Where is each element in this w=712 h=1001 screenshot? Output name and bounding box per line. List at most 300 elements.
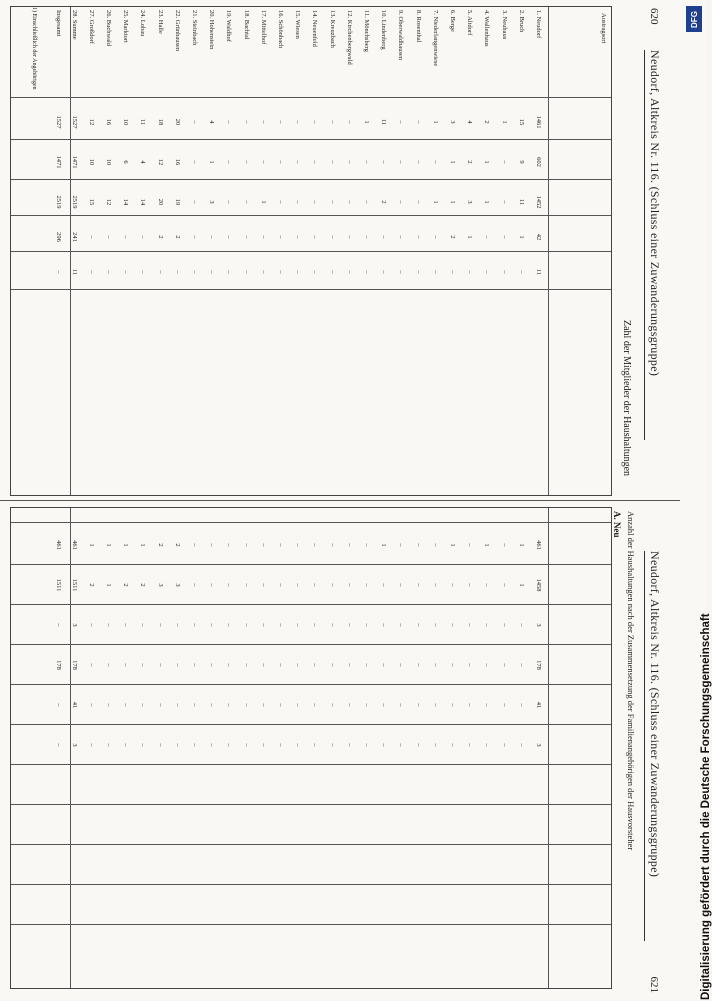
table-cell: – [277,160,284,164]
table-cell: 1 [363,120,370,124]
table-cell: – [208,543,216,547]
right-totals-rule [70,508,71,988]
table-cell: – [363,270,370,274]
table-cell: – [414,200,422,204]
table-cell: – [466,583,474,587]
table-cell: – [225,120,233,124]
table-cell: 1 [449,160,456,164]
table-cell: 2 [380,200,388,204]
table-cell: – [87,270,95,274]
right-header-rule [644,551,645,941]
table-cell: – [122,623,130,627]
column-rule [11,644,611,645]
table-cell: 1458 [535,578,542,592]
table-row [187,508,201,988]
table-cell: – [87,235,95,239]
table-cell: 1 [87,543,95,547]
table-cell: – [431,703,439,707]
table-cell: – [483,703,491,707]
column-rule [11,97,611,98]
table-cell: 14 [139,198,147,206]
row-label: 7. Niederlangenwiese [431,10,439,67]
table-cell: – [208,270,216,274]
table-cell: 1 [483,543,491,547]
table-cell: 2 [173,543,181,547]
table-cell: – [431,270,439,274]
column-rule [11,884,611,885]
table-row [376,508,390,988]
table-cell: – [431,543,439,547]
table-cell: – [363,543,370,547]
table-cell: 1 [431,120,439,124]
column-rule [11,179,611,180]
table-cell: – [277,583,284,587]
side-credit [684,0,712,1000]
table-cell: 3 [156,583,164,587]
row-label: 21. Steinbach [191,10,198,46]
table-cell: – [414,703,422,707]
totals-label: Insgesamt [55,10,62,37]
table-cell: 1461 [535,115,542,129]
table-cell: – [363,583,370,587]
right-header-text: Neudorf, Altkreis Nr. 116. (Schluss einer Zuwanderungsgruppe) [648,551,662,878]
table-cell: – [397,743,405,747]
table-cell: – [294,543,302,547]
totals-cell: 1511 [55,578,62,592]
table-cell: 1 [449,543,456,547]
table-cell: – [173,743,181,747]
right-totals-row [51,508,65,988]
table-cell: 3 [466,200,474,204]
table-cell: – [191,160,198,164]
table-cell: – [466,543,474,547]
table-cell: – [225,235,233,239]
totals-cell: 296 [55,232,62,242]
column-rule [11,289,611,290]
table-cell: – [105,663,112,667]
table-cell: 2 [466,160,474,164]
table-cell: – [328,543,336,547]
table-cell: – [397,583,405,587]
table-cell: – [259,120,267,124]
row-label: 26. Buchwald [105,10,112,47]
table-cell: – [277,200,284,204]
table-cell: – [500,703,508,707]
table-cell: – [156,663,164,667]
table-cell: 4 [139,160,147,164]
table-cell: – [311,120,319,124]
totals-cell: 1527 [55,115,62,129]
table-cell: – [397,235,405,239]
table-cell: – [242,543,250,547]
table-cell: – [345,160,353,164]
table-row [342,508,356,988]
totals-cell: – [55,703,62,707]
table-cell: 1452 [535,195,542,209]
table-cell: – [294,623,302,627]
table-cell: 2 [156,235,164,239]
table-cell: – [294,663,302,667]
table-cell: – [380,583,388,587]
table-cell: 1 [139,543,147,547]
table-cell: – [225,623,233,627]
right-subtitle: Anzahl der Haushaltungen nach der Zusammensetzung der Familienangehörigen der Hausvorsteher [626,511,636,851]
table-cell: 18 [156,118,164,126]
table-cell: 1 [380,543,388,547]
table-cell: – [208,703,216,707]
table-cell: – [277,120,284,124]
table-cell: – [449,743,456,747]
row-label: 8. Rosenthal [414,10,422,43]
table-cell: – [397,270,405,274]
table-cell: – [259,235,267,239]
table-cell: – [363,160,370,164]
table-cell: – [294,235,302,239]
table-cell: – [328,235,336,239]
row-label: 6. Berge [449,10,456,32]
table-row [84,508,98,988]
table-cell: 11 [380,118,388,126]
table-row [325,508,339,988]
table-row [411,508,425,988]
table-cell: – [294,120,302,124]
row-label: 19. Waldhof [225,10,233,42]
table-cell: – [259,663,267,667]
table-cell: – [311,200,319,204]
table-cell: – [500,623,508,627]
table-cell: – [517,743,525,747]
table-cell: – [277,623,284,627]
table-cell: – [225,160,233,164]
table-cell: 1 [483,200,491,204]
row-label: 20. Hohenstein [208,10,216,50]
table-cell: 15 [517,118,525,126]
table-row [307,508,321,988]
row-label: 11. Mönchsberg [363,10,370,52]
table-cell: 178 [535,660,542,670]
table-cell: – [191,270,198,274]
table-cell: – [311,270,319,274]
table-cell: 2 [156,543,164,547]
table-cell: – [208,235,216,239]
table-cell: – [449,623,456,627]
table-row [290,508,304,988]
table-cell: – [500,160,508,164]
table-cell: – [156,703,164,707]
table-cell: – [345,120,353,124]
row-label: 23. Halle [156,10,164,34]
column-rule [11,522,611,523]
table-cell: – [363,743,370,747]
table-cell: – [311,543,319,547]
table-cell: – [363,200,370,204]
table-cell: – [414,583,422,587]
table-cell: – [242,160,250,164]
table-cell: – [294,270,302,274]
table-row [67,508,81,988]
table-cell: – [191,743,198,747]
row-label: 9. Oberwaldhausen [397,10,405,61]
table-cell: 1511 [70,578,78,592]
table-cell: – [259,703,267,707]
column-rule [11,804,611,805]
table-cell: – [345,235,353,239]
table-cell: – [500,235,508,239]
table-cell: – [311,623,319,627]
table-cell: 16 [105,118,112,126]
table-cell: – [242,235,250,239]
table-cell: 2 [449,235,456,239]
table-row [101,508,115,988]
table-cell: 1 [259,200,267,204]
table-cell: – [397,623,405,627]
table-row [393,508,407,988]
table-cell: – [105,235,112,239]
table-cell: – [466,703,474,707]
table-row [135,508,149,988]
table-cell: – [277,543,284,547]
right-page [0,500,680,1001]
table-cell: – [225,543,233,547]
table-cell: – [259,543,267,547]
table-cell: 1 [449,200,456,204]
table-cell: – [380,270,388,274]
column-rule [11,251,611,252]
table-cell: – [431,235,439,239]
table-cell: 1 [105,543,112,547]
table-cell: – [363,235,370,239]
table-cell: – [328,120,336,124]
table-cell: – [191,663,198,667]
right-page-header [644,551,662,941]
table-cell: – [311,703,319,707]
row-label: 17. Mittelhof [259,10,267,45]
table-cell: – [173,623,181,627]
column-rule [11,215,611,216]
table-cell: – [345,623,353,627]
table-cell: – [328,743,336,747]
table-cell: – [414,120,422,124]
table-cell: – [449,583,456,587]
table-row [221,508,235,988]
table-cell: 2 [173,235,181,239]
table-cell: – [208,623,216,627]
table-cell: – [517,270,525,274]
table-row [479,508,493,988]
totals-cell: – [55,743,62,747]
table-cell: – [328,200,336,204]
table-cell: – [225,743,233,747]
table-row [462,508,476,988]
table-cell: – [225,583,233,587]
table-cell: – [466,743,474,747]
table-cell: – [517,623,525,627]
side-credit-text: Digitalisierung gefördert durch die Deutsche Forschungsgemeinschaft [700,613,712,1000]
table-cell: – [105,270,112,274]
table-cell: – [122,663,130,667]
table-cell: – [259,743,267,747]
table-cell: – [191,623,198,627]
table-cell: – [345,743,353,747]
table-cell: – [345,703,353,707]
table-cell: – [363,623,370,627]
table-cell: 41 [535,701,542,709]
table-cell: – [225,703,233,707]
table-row [204,508,218,988]
table-cell: 178 [70,660,78,670]
table-cell: – [328,160,336,164]
table-cell: – [277,235,284,239]
table-cell: – [173,663,181,667]
table-cell: – [173,703,181,707]
table-cell: 20 [173,118,181,126]
table-cell: – [191,703,198,707]
table-cell: – [414,270,422,274]
table-cell: – [414,743,422,747]
table-cell: 12 [87,118,95,126]
table-cell: – [517,703,525,707]
table-cell: – [500,543,508,547]
table-cell: – [431,743,439,747]
right-header-rule-line [548,508,549,988]
table-cell: 2519 [70,195,78,209]
table-row [256,508,270,988]
table-cell: – [277,663,284,667]
row-label: 3. Neuhaus [500,10,508,40]
table-cell: – [139,623,147,627]
totals-cell: 2519 [55,195,62,209]
table-cell: – [466,663,474,667]
table-cell: 11 [70,268,78,276]
left-header-rule [644,50,645,440]
row-label: 5. Altdorf [466,10,474,36]
table-cell: 3 [535,743,542,747]
table-cell: 1527 [70,115,78,129]
table-cell: – [191,583,198,587]
table-cell: – [311,160,319,164]
table-cell: – [242,623,250,627]
table-cell: – [242,743,250,747]
table-cell: – [397,703,405,707]
table-cell: – [191,200,198,204]
table-cell: – [345,583,353,587]
table-cell: – [397,120,405,124]
table-cell: – [345,663,353,667]
table-cell: – [294,743,302,747]
table-cell: – [380,623,388,627]
table-cell: – [191,120,198,124]
table-cell: – [208,743,216,747]
table-cell: – [311,663,319,667]
table-cell: 3 [449,120,456,124]
column-rule [11,604,611,605]
table-cell: – [466,270,474,274]
table-cell: 9 [517,160,525,164]
row-label: 18. Bachtal [242,10,250,40]
row-label: 12. Kirchenbergwald [345,10,353,65]
table-cell: 16 [173,158,181,166]
table-row [514,508,528,988]
table-cell: – [345,543,353,547]
table-cell: – [259,270,267,274]
table-cell: – [517,663,525,667]
table-cell: 3 [535,623,542,627]
table-cell: – [242,663,250,667]
row-label: 24. Lobau [139,10,147,37]
table-cell: 461 [535,540,542,550]
table-cell: 41 [70,701,78,709]
left-subtitle: Zahl der Mitglieder der Haushaltungen [621,320,632,477]
table-cell: 2 [483,120,491,124]
totals-cell: – [55,623,62,627]
left-page-header [644,50,662,440]
table-cell: – [311,235,319,239]
table-cell: – [363,663,370,667]
table-cell: 2 [122,583,130,587]
table-cell: – [225,270,233,274]
table-cell: – [122,270,130,274]
table-cell: – [139,270,147,274]
table-cell: – [380,743,388,747]
column-rule [11,724,611,725]
table-cell: 12 [105,198,112,206]
table-cell: 4 [466,120,474,124]
table-cell: 11 [535,268,542,276]
table-cell: – [414,543,422,547]
table-cell: – [122,235,130,239]
table-cell: – [242,703,250,707]
table-cell: 6 [122,160,130,164]
column-rule [11,924,611,925]
column-rule [11,139,611,140]
table-cell: – [105,743,112,747]
table-cell: – [87,663,95,667]
table-cell: – [328,270,336,274]
table-cell: – [156,743,164,747]
table-cell: 11 [517,198,525,206]
table-cell: – [500,200,508,204]
table-cell: – [397,663,405,667]
table-cell: – [380,160,388,164]
table-cell: 1 [517,583,525,587]
table-cell: – [311,583,319,587]
table-cell: 4 [208,120,216,124]
table-cell: – [294,583,302,587]
table-cell: 461 [70,540,78,550]
table-cell: 12 [156,158,164,166]
table-cell: – [277,270,284,274]
table-cell: – [431,583,439,587]
table-row [497,508,511,988]
column-rule [11,564,611,565]
table-cell: – [449,703,456,707]
left-page [0,0,680,500]
table-cell: 3 [70,623,78,627]
table-cell: – [105,623,112,627]
table-cell: 15 [87,198,95,206]
table-cell: – [500,663,508,667]
table-cell: – [242,270,250,274]
table-cell: – [483,583,491,587]
table-cell: 1 [105,583,112,587]
row-label: 16. Schönbach [277,10,284,49]
table-cell: – [345,200,353,204]
table-cell: 1471 [70,155,78,169]
table-cell: – [328,583,336,587]
table-cell: – [259,583,267,587]
table-cell: – [294,703,302,707]
table-cell: – [105,703,112,707]
